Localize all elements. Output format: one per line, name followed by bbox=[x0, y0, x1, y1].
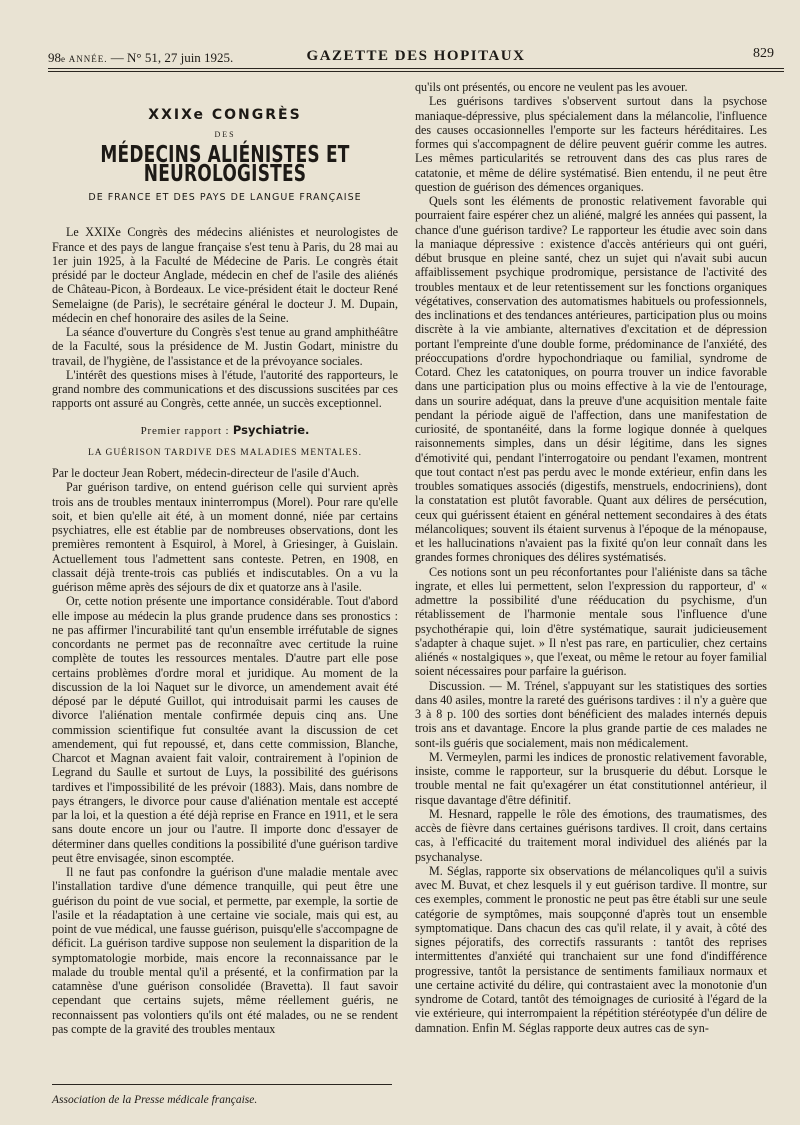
page-number: 829 bbox=[753, 46, 774, 61]
intro-paragraph: Le XXIXe Congrès des médecins aliénistes et neurologistes de France et des pays de langue française s'est tenu à Paris, du 28 mai au 1er juin 1925, à la Faculté de Médecine de Paris. Le congrès était présidé par le docteur Anglade, médecin en chef de l'asile des aliénés de Château-Picon, à Bordeaux. Le vice-président était le docteur René Semelaigne (de Paris), le secrétaire général le docteur J. M. Dupain, médecin en chef honoraire des asiles de la Seine. bbox=[52, 225, 398, 325]
congress-heading: XXIXe CONGRÈS bbox=[148, 107, 302, 123]
body-paragraph: Ces notions sont un peu réconfortantes pour l'aliéniste dans sa tâche ingrate, et elles lui permettent, selon l'expression du rapporteur, d' « admettre la possibilité d'une rééducation du psychisme, d'un rétablissement de l'harmonie mentale sous l'influence d'une psychothérapie qui, loin d'être systématique, saurait judicieusement s'adapter à chaque sujet. » Il n'est pas rare, en particulier, chez certains aliénés « nostalgiques », que l'exeat, ou même le retour au foyer familial soient nécessaires pour parfaire la guérison. bbox=[415, 564, 767, 679]
journal-title: GAZETTE DES HOPITAUX bbox=[306, 48, 526, 64]
intro-paragraph: L'intérêt des questions mises à l'étude, l'autorité des rapporteurs, le grand nombre des communications et des discussions suscitées par ces rapports ont assuré au Congrès, cette année, un succès exceptionnel. bbox=[52, 367, 398, 411]
issue-date: — N° 51, 27 juin 1925. bbox=[110, 50, 234, 65]
header-rule-double bbox=[48, 71, 784, 72]
discussion-paragraph: M. Séglas, rapporte six observations de mélancoliques qu'il a suivis avec M. Buvat, et chez lesquels il y eut guérison tardive. Il montre, sur ces exemples, comment le pronostic ne peut pas être établi sur une seule catégorie de symptômes, mais soupçonné d'après tout un ensemble symptomatique. Dans chacun des cas qu'il relate, il y avait, à côté des signes péjoratifs, des correctifs rassurants : tantôt des reprises intermittentes d'anxiété qui tranchaient sur une fond d'indifférence progressive, tantôt la persistance de sentiments familiaux normaux et une certaine activité du délire, qui contrastaient avec la monotonie d'un syndrome de Cotard, tantôt des témoignages de curiosité à l'égard de la vie extérieure, qui interrompaient la répétition stéréotypée d'un délire de damnation. Enfin M. Séglas rapporte deux autres cas de syn- bbox=[415, 863, 767, 1035]
intro-paragraph: La séance d'ouverture du Congrès s'est tenue au grand amphithéâtre de la Faculté, sous la présidence de M. Justin Godart, ministre du travail, de l'hygiène, de l'assistance et de la prévoyance sociales. bbox=[52, 325, 398, 368]
body-paragraph: Il ne faut pas confondre la guérison d'une maladie mentale avec l'installation tardive d'une démence tranquille, qui peut être une guérison du point de vue social, et permette, par exemple, la sortie de l'asile et la réadaptation à une certaine vie sociale, mais qui est, au point de vue médical, une fausse guérison, puisqu'elle s'accompagne de déficit. La guérison tardive suppose non seulement la disparition de la symptomatologie morbide, mais encore la reconnaissance par le malade du trouble mental qu'il a présenté, et la confirmation par la catamnèse d'une guérison consolidée (Bravetta). Il faut savoir cependant que certains sujets, même réellement guéris, ne reconnaissent pas volontiers qu'ils ont été malades, ou ne se rendent pas compte de la gravité des troubles mentaux bbox=[52, 865, 398, 1036]
press-association-footer: Association de la Presse médicale française. bbox=[52, 1094, 258, 1106]
author-byline: Par le docteur Jean Robert, médecin-directeur de l'asile d'Auch. bbox=[52, 466, 360, 480]
left-column bbox=[52, 86, 398, 1036]
article-subtitle: DE FRANCE ET DES PAYS DE LANGUE FRANÇAISE bbox=[88, 192, 362, 203]
page-header bbox=[48, 36, 784, 68]
heading-des: DES bbox=[214, 130, 236, 140]
footer-rule bbox=[52, 1084, 392, 1085]
body-paragraph: Par guérison tardive, on entend guérison celle qui survient après trois ans de troubles mentaux ininterrompus (Morel). Pour rare qu'elle soit, et bien qu'elle ait été, à un moment donné, niée par certains psychiatres, elle est établie par de nombreuses observations, dont les premières remontent à Esquirol, à Morel, à Griesinger, à Guislain. Actuellement tous l'admettent sans conteste. Petren, en 1908, en classait déjà trente-trois cas publiés et indiscutables. On a vu la guérison même après des séjours de dix et quatorze ans à l'asile. bbox=[52, 480, 398, 594]
body-paragraph: Or, cette notion présente une importance considérable. Tout d'abord elle impose au médecin la plus grande prudence dans ses pronostics : ne pas affirmer l'incurabilité tant qu'un ensemble irréfutable de signes concordants ne permet pas de reconnaître avec certitude la ruine complète de toutes les ressources mentales. D'autre part elle pose certains problèmes d'ordre moral et juridique. Au moment de la discussion de la loi Naquet sur le divorce, un amendement avait été déposé par le député Guillot, qui introduisait parmi les causes de divorce l'aliénation mentale confirmée depuis cinq ans. Une commission scientifique fut consultée avant la discussion de cet amendement, qui fut repoussé, et, dans cette commission, Blanche, Charcot et Magnan avaient fait valoir, contrairement à l'opinion de Legrand du Saulle et surtout de Luys, la possibilité des guérisons tardives et l'impossibilité de les prévoir (1883). Mais, dans nombre de pays étrangers, le divorce pour cause d'aliénation mentale est accepté par la loi, et la question a été déjà reprise en France en 1911, et le sera sans doute encore un jour ou l'autre. Il importe donc d'essayer de déterminer dans quelles conditions la possibilité d'une guérison tardive peut être envisagée, sinon escomptée. bbox=[52, 594, 398, 865]
discussion-paragraph: M. Hesnard, rappelle le rôle des émotions, des traumatismes, des accès de fièvre dans certaines guérisons tardives. Il croit, dans certains cas, à l'efficacité du traitement moral individuel des aliénés par la psychanalyse. bbox=[415, 806, 767, 864]
discussion-paragraph: M. Vermeylen, parmi les indices de pronostic relativement favorable, insiste, comme le rapporteur, sur la brusquerie du début. Lorsque le trouble mental ne fait qu'exagérer un état constitutionnel antérieur, il risque davantage d'être définitif. bbox=[415, 749, 767, 807]
edition-suffix: e ANNÉE. bbox=[61, 54, 108, 64]
report-heading bbox=[52, 423, 398, 438]
header-rule bbox=[48, 68, 784, 69]
section-title: LA GUÉRISON TARDIVE DES MALADIES MENTALES. bbox=[87, 447, 363, 458]
right-column bbox=[415, 80, 767, 1035]
body-paragraph: Les guérisons tardives s'observent surtout dans la psychose maniaque-dépressive, plus spécialement dans la mélancolie, l'influence des causes occasionnelles l'emporte sur les facteurs héréditaires. Les formes qui s'accompagnent de délire peuvent guérir comme les autres. Les mêmes particularités se retrouvent dans des cas plus rares de catatonie, et même de délire systématisé. Bien entendu, il ne peut être question de guérison des démences organiques. bbox=[415, 94, 767, 194]
body-paragraph: qu'ils ont présentés, ou encore ne veulent pas les avouer. bbox=[415, 80, 688, 94]
report-topic: Psychiatrie. bbox=[232, 422, 310, 437]
edition-number: 98 bbox=[48, 50, 61, 65]
discussion-paragraph: Discussion. — M. Trénel, s'appuyant sur les statistiques des sorties dans 40 asiles, montre la rareté des guérisons tardives : il n'y a guère que 3 à 8 p. 100 des sorties dont bénéficient des malades internés depuis trois ans et davantage. Encore la plus grande partie de ces malades ne sont-ils guéris que socialement, mais non médicalement. bbox=[415, 678, 767, 750]
report-label: Premier rapport : bbox=[140, 424, 230, 437]
article-main-title: MÉDECINS ALIÉNISTES ET NEUROLOGISTES bbox=[100, 141, 350, 188]
body-paragraph: Quels sont les éléments de pronostic relativement favorable qui pourraient faire espérer chez un aliéné, malgré les années qui passent, la chance d'une guérison tardive? Le rapporteur les étudie avec soin dans la maniaque dépressive : existence d'accès antérieurs qui ont guéri, début brusque en pleine santé, chez un sujet qui n'avait subi aucun affaiblissement psychique prodromique, persistance de l'activité des troubles mentaux et de leur retentissement sur les fonctions organiques végétatives, conservation des automatismes habituels ou professionnels, des inclinations et des tendances antérieures, participation plus ou moins discrète à la vie ambiante, alternatives d'excitation et de dépression portant l'empreinte d'une double forme, prédominance de l'anxiété, des préoccupations d'ordre hypochondriaque ou familial, syndrome de Cotard. Chez les catatoniques, on pourra trouver un indice favorable dans une participation plus ou moins effective à la vie de l'entourage, dans un sourire adéquat, dans la preuve d'une acquisition mentale faite pendant la période aiguë de l'affection, dans une manifestation de curiosité, de spontanéité, dans la forme logique donnée à quelques raisonnements simples, dans un désir légitime, dans les signes d'émotivité qui, pendant l'interrogatoire ou pendant l'examen, montrent que tout contact n'est pas perdu avec le monde extérieur, enfin dans les troubles somatiques associés (digestifs, menstruels, endocriniens), dont la constatation est plutôt favorable. Quant aux délires de persécution, ceux qui guérissent étaient en général nettement secondaires à des états mélancoliques; souvent ils étaient survenus à l'époque de la ménopause, et les hallucinations n'avaient pas la fixité qu'on leur connaît dans les grandes formes chroniques des délires systématisés. bbox=[415, 194, 767, 565]
